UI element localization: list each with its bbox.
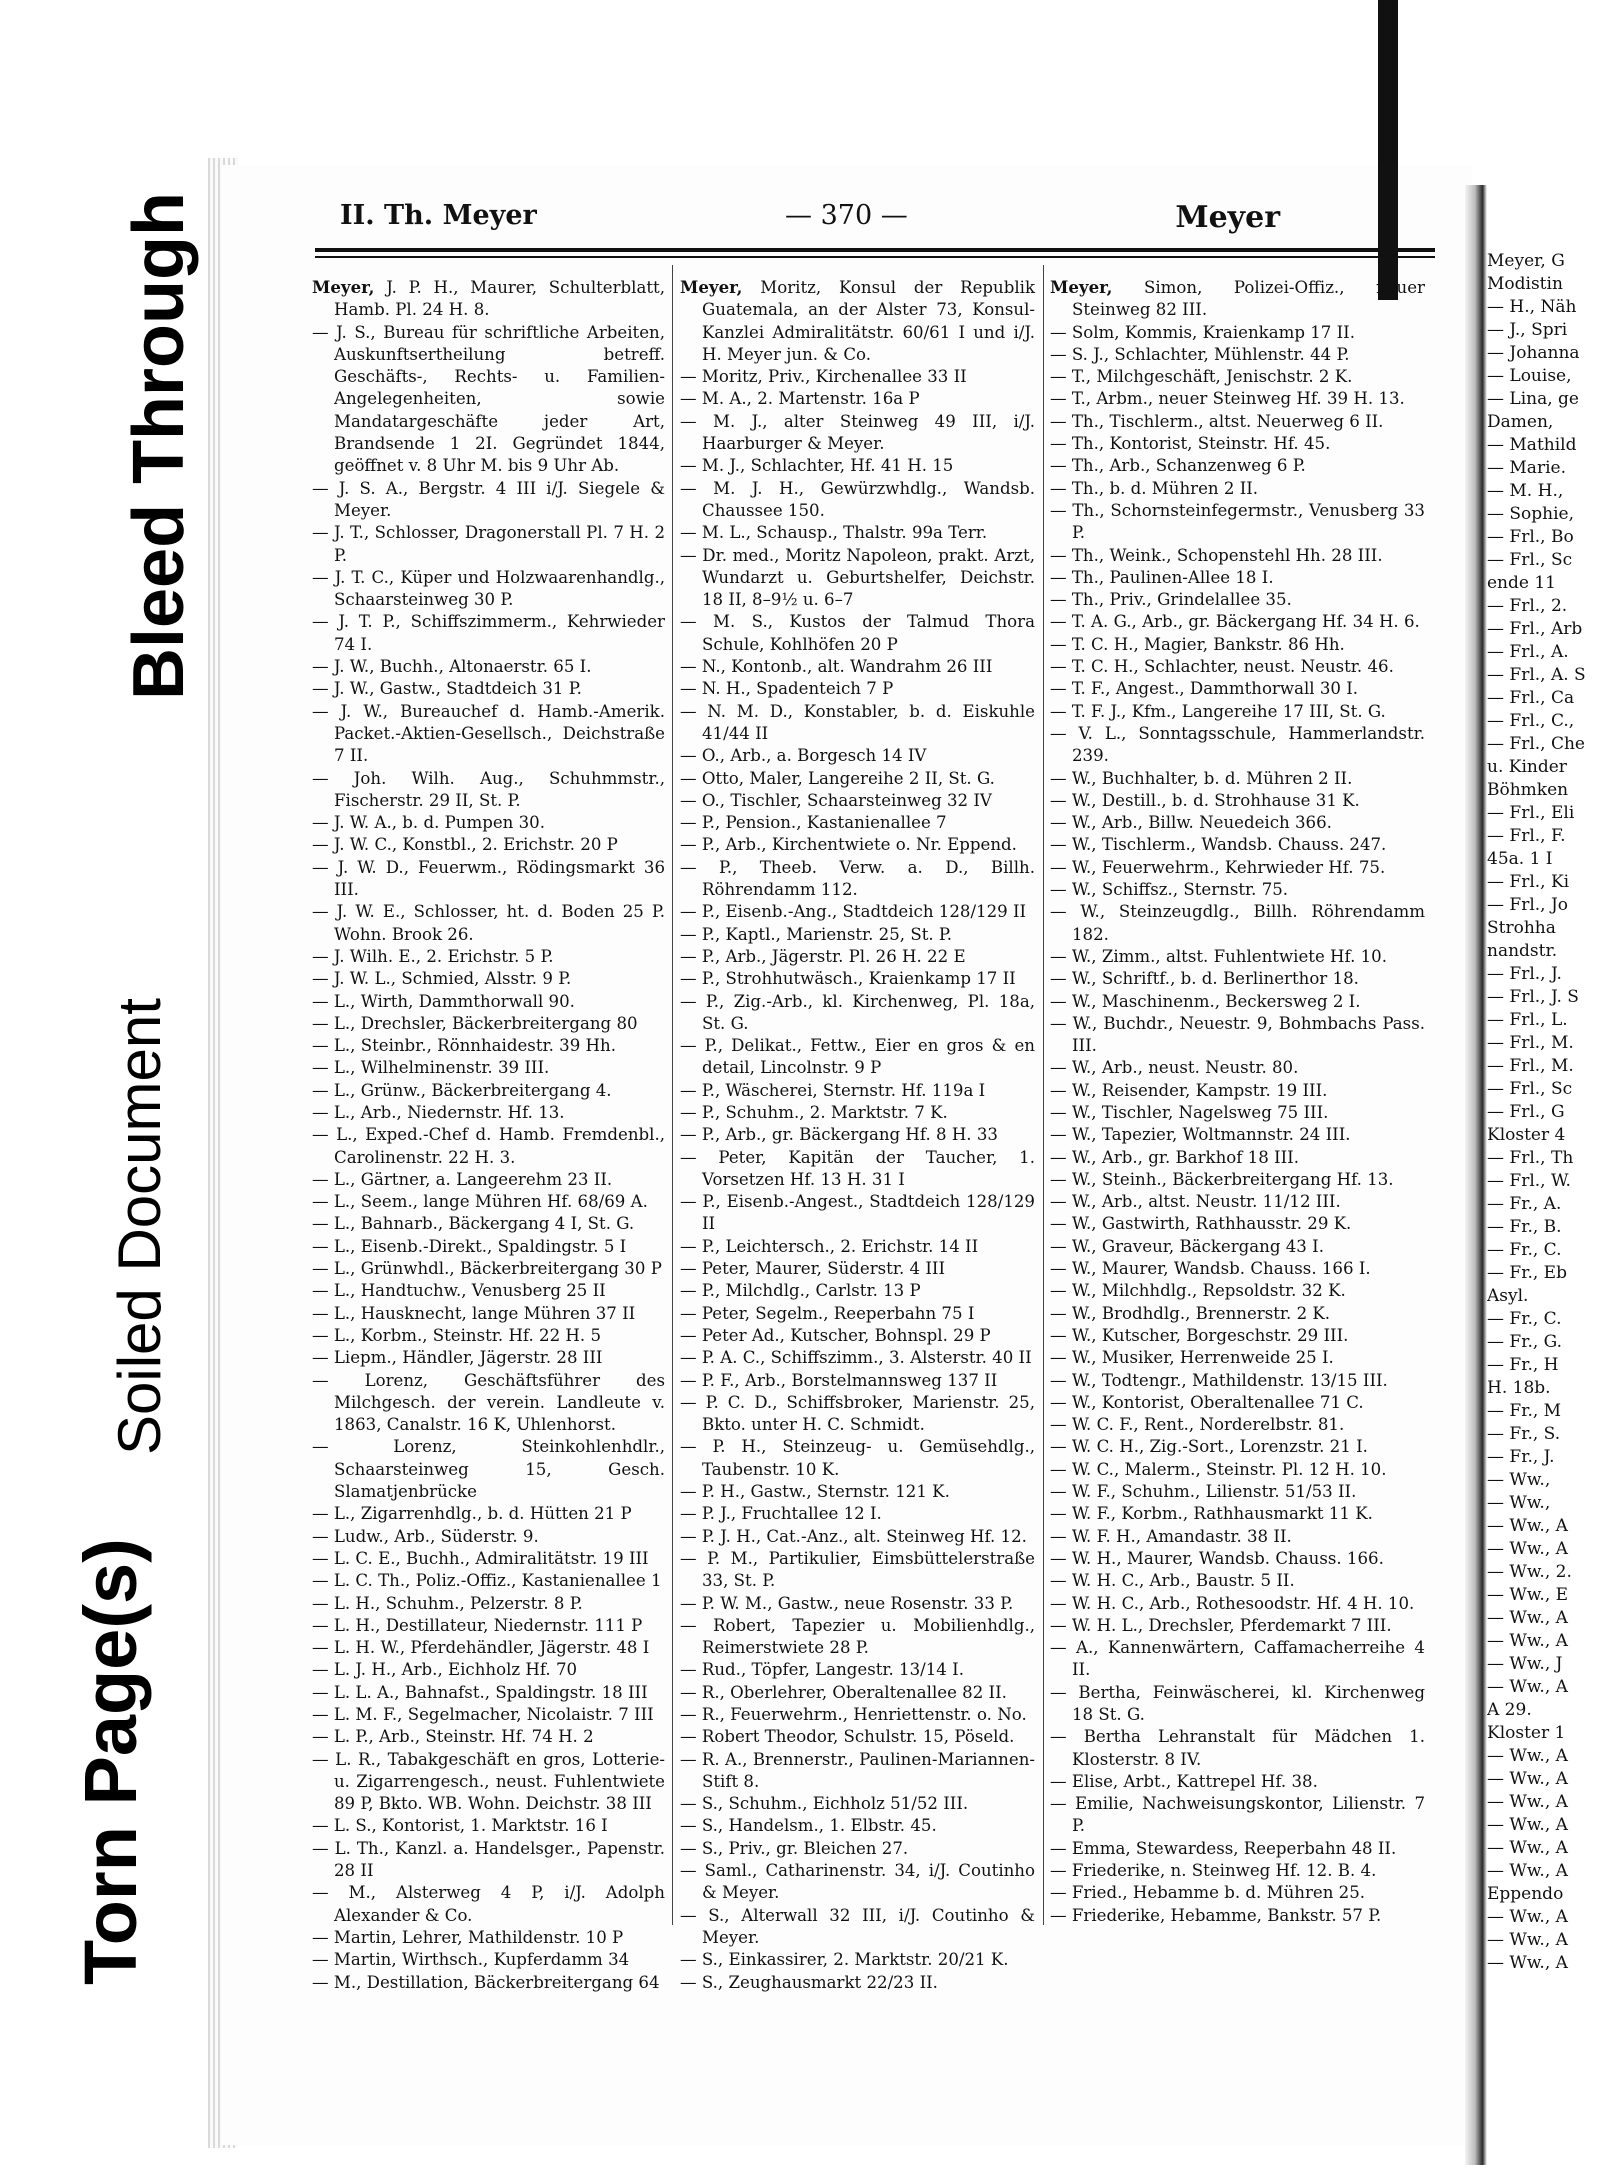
directory-entry: — W., Maschinenm., Beckersweg 2 I. (1050, 991, 1361, 1011)
next-page-line: — Fr., J. (1487, 1447, 1555, 1467)
directory-entry: — L., Drechsler, Bäckerbreitergang 80 (312, 1013, 638, 1033)
next-page-line: — Frl., F. (1487, 826, 1566, 846)
directory-entry: — Otto, Maler, Langereihe 2 II, St. G. (680, 768, 995, 788)
directory-entry: — M., Alsterweg 4 P, i/J. Adolph Alexander & Co. (312, 1883, 665, 1925)
next-page-line: Modistin (1487, 274, 1563, 294)
next-page-line: — Ww., A (1487, 1677, 1568, 1697)
directory-entry: — P., Schuhm., 2. Marktstr. 7 K. (680, 1102, 948, 1122)
directory-entry: — L., Eisenb.-Direkt., Spaldingstr. 5 I (312, 1236, 627, 1256)
next-page-line: Kloster 4 (1487, 1125, 1566, 1145)
next-page-line: — Ww., A (1487, 1930, 1568, 1950)
directory-entry: — T. C. H., Schlachter, neust. Neustr. 46. (1050, 657, 1394, 677)
next-page-line: — Ww., A (1487, 1953, 1568, 1973)
directory-entry: — P., Eisenb.-Angest., Stadtdeich 128/129 II (680, 1192, 1035, 1234)
next-page-line: — Mathild (1487, 435, 1577, 455)
directory-entry: — L. H., Schuhm., Pelzerstr. 8 P. (312, 1593, 583, 1613)
directory-entry: — L., Hausknecht, lange Mühren 37 II (312, 1303, 636, 1323)
directory-entry: — J. W., Gastw., Stadtdeich 31 P. (312, 679, 582, 699)
directory-entry: — W. H. C., Arb., Rothesoodstr. Hf. 4 H. 10. (1050, 1593, 1415, 1613)
next-page-line: — Frl., M. (1487, 1033, 1574, 1053)
directory-entry: — W., Buchdr., Neuestr. 9, Bohmbachs Pass. III. (1050, 1013, 1425, 1056)
next-page-line: — Louise, (1487, 366, 1572, 386)
directory-entry: — Ludw., Arb., Süderstr. 9. (312, 1526, 539, 1546)
directory-entry: — J. S. A., Bergstr. 4 III i/J. Siegele & Meyer. (312, 478, 665, 520)
directory-entry: — P. H., Steinzeug- u. Gemüsehdlg., Taubenstr. 10 K. (680, 1437, 1035, 1479)
directory-entry: — Th., b. d. Mühren 2 II. (1050, 478, 1259, 498)
directory-column-3 (1050, 276, 1425, 1927)
directory-entry: — J. W. L., Schmied, Alsstr. 9 P. (312, 969, 572, 989)
next-page-line: — Johanna (1487, 343, 1580, 363)
directory-entry: — Peter, Maurer, Süderstr. 4 III (680, 1259, 946, 1279)
next-page-line: — Ww., 2. (1487, 1562, 1572, 1582)
directory-entry: — L., Grünw., Bäckerbreitergang 4. (312, 1080, 612, 1100)
directory-entry: — S., Einkassirer, 2. Marktstr. 20/21 K. (680, 1950, 1009, 1970)
directory-entry: — Lorenz, Steinkohlenhdlr., Schaarsteinweg 15, Gesch. Slamatjenbrücke (312, 1437, 665, 1502)
directory-entry: — Lorenz, Geschäftsführer des Milchgesch. der verein. Landleute v. 1863, Canalstr. 16 K, Uhlenhorst. (312, 1370, 665, 1435)
directory-entry: — W. F. H., Amandastr. 38 II. (1050, 1526, 1292, 1546)
next-page-fragment (1487, 250, 1600, 1990)
next-page-line: — Ww., A (1487, 1608, 1568, 1628)
next-page-line: — Frl., L. (1487, 1010, 1568, 1030)
directory-entry: — Peter Ad., Kutscher, Bohnspl. 29 P (680, 1325, 991, 1345)
next-page-line: — Frl., C., (1487, 711, 1575, 731)
next-page-line: — Ww., A (1487, 1516, 1568, 1536)
directory-entry: — L., Steinbr., Rönnhaidestr. 39 Hh. (312, 1036, 616, 1056)
directory-entry: — Robert, Tapezier u. Mobilienhdlg., Reimerstwiete 28 P. (680, 1615, 1035, 1658)
next-page-line: — Fr., Eb (1487, 1263, 1567, 1283)
directory-entry: — W., Milchhdlg., Repsoldstr. 32 K. (1050, 1281, 1346, 1301)
directory-entry: — L. M. F., Segelmacher, Nicolaistr. 7 III (312, 1705, 654, 1724)
directory-entry: — P., Arb., gr. Bäckergang Hf. 8 H. 33 (680, 1125, 998, 1145)
next-page-line: — Frl., M. (1487, 1056, 1574, 1076)
directory-entry: — Liepm., Händler, Jägerstr. 28 III (312, 1348, 603, 1368)
directory-entry: — L. J. H., Arb., Eichholz Hf. 70 (312, 1660, 578, 1680)
next-page-line: — Frl., Bo (1487, 527, 1574, 547)
directory-entry: — J. S., Bureau für schriftliche Arbeiten, Auskunftsertheilung betreff. Geschäfts-, Rechts- u. Familien-Angelegenheiten, sowie Mandatargeschäfte jeder Art, Brandsende 1 2I. Gegründet 1844, geöffnet v. 8 Uhr M. bis 9 Uhr Ab. (312, 322, 665, 476)
directory-entry: — L. R., Tabakgeschäft en gros, Lotterie- u. Zigarrengesch., neust. Fuhlentwiete 89 P, Bkto. WB. Wohn. Deichstr. 38 III (312, 1749, 665, 1814)
directory-entry: — J. W. A., b. d. Pumpen 30. (312, 813, 546, 833)
page-number: — 370 — (785, 200, 908, 231)
next-page-line: — Ww., A (1487, 1631, 1568, 1651)
directory-entry: — P. M., Partikulier, Eimsbüttelerstraße 33, St. P. (680, 1548, 1035, 1591)
directory-entry: — R. A., Brennerstr., Paulinen-Mariannen-Stift 8. (680, 1749, 1035, 1791)
directory-entry: — W., Buchhalter, b. d. Mühren 2 II. (1050, 768, 1353, 788)
directory-entry: — O., Arb., a. Borgesch 14 IV (680, 746, 927, 766)
header-rule-thin (315, 256, 1435, 258)
directory-entry: — Th., Paulinen-Allee 18 I. (1050, 567, 1274, 587)
next-page-line: — Fr., B. (1487, 1217, 1562, 1237)
directory-entry: — J. W., Buchh., Altonaerstr. 65 I. (312, 657, 592, 677)
next-page-line: nandstr. (1487, 941, 1558, 961)
next-page-line: — Fr., M (1487, 1401, 1562, 1421)
directory-entry: — J. T. C., Küper und Holzwaarenhandlg., Schaarsteinweg 30 P. (312, 567, 665, 610)
directory-entry: — W., Tischlerm., Wandsb. Chauss. 247. (1050, 835, 1387, 855)
next-page-line: — J., Spri (1487, 320, 1568, 340)
next-page-line: Asyl. (1487, 1286, 1529, 1306)
directory-entry: — P., Theeb. Verw. a. D., Billh. Röhrendamm 112. (680, 857, 1035, 900)
directory-entry: — V. L., Sonntagsschule, Hammerlandstr. 239. (1050, 723, 1425, 766)
next-page-line: — Frl., Sc (1487, 550, 1573, 570)
next-page-line: Böhmken (1487, 780, 1569, 800)
next-page-line: — Frl., 2. (1487, 596, 1568, 616)
directory-entry: — W. F., Schuhm., Lilienstr. 51/53 II. (1050, 1482, 1357, 1502)
directory-entry: — N., Kontonb., alt. Wandrahm 26 III (680, 657, 993, 677)
directory-entry: — Elise, Arbt., Kattrepel Hf. 38. (1050, 1771, 1318, 1791)
page-header (340, 200, 1280, 240)
directory-entry: — L., Bahnarb., Bäckergang 4 I, St. G. (312, 1214, 635, 1234)
directory-entry: — W., Reisender, Kampstr. 19 III. (1050, 1080, 1328, 1100)
directory-entry: — Friederike, Hebamme, Bankstr. 57 P. (1050, 1905, 1382, 1925)
book-gutter (1465, 185, 1487, 2165)
directory-entry: — Emilie, Nachweisungskontor, Lilienstr. 7 P. (1050, 1794, 1425, 1836)
directory-entry: — Th., Schornsteinfegermstr., Venusberg 33 P. (1050, 500, 1425, 543)
directory-entry: — W., Steinzeugdlg., Billh. Röhrendamm 182. (1050, 902, 1425, 944)
directory-entry: — Dr. med., Moritz Napoleon, prakt. Arzt, Wundarzt u. Geburtshelfer, Deichstr. 18 II, 8–9½ u. 6–7 (680, 545, 1035, 610)
next-page-line: — Fr., C. (1487, 1240, 1562, 1260)
directory-entry: — L. C. Th., Poliz.-Offiz., Kastanienallee 1 (312, 1571, 662, 1591)
next-page-line: — Ww., A (1487, 1907, 1568, 1927)
directory-entry: — W., Gastwirth, Rathhausstr. 29 K. (1050, 1214, 1352, 1234)
directory-entry: — W. H. L., Drechsler, Pferdemarkt 7 III. (1050, 1615, 1392, 1635)
directory-entry: — Th., Arb., Schanzenweg 6 P. (1050, 456, 1306, 476)
directory-column-2 (680, 276, 1035, 1994)
next-page-line: — Ww., A (1487, 1769, 1568, 1789)
directory-entry: — S., Schuhm., Eichholz 51/52 III. (680, 1794, 969, 1814)
next-page-line: — Fr., C. (1487, 1309, 1562, 1329)
next-page-line: — H., Näh (1487, 297, 1577, 317)
next-page-line: — Ww., (1487, 1470, 1551, 1490)
directory-entry: — J. T. P., Schiffszimmerm., Kehrwieder 74 I. (312, 612, 665, 654)
torn-pages-label: Torn Page(s) (69, 1538, 152, 1985)
directory-entry: — Peter, Kapitän der Taucher, 1. Vorsetzen Hf. 13 H. 31 I (680, 1147, 1035, 1189)
directory-entry: — Bertha Lehranstalt für Mädchen 1. Klosterstr. 8 IV. (1050, 1727, 1425, 1769)
directory-entry: — W., Kontorist, Oberaltenallee 71 C. (1050, 1392, 1364, 1412)
directory-entry: — Bertha, Feinwäscherei, kl. Kirchenweg 18 St. G. (1050, 1682, 1425, 1724)
next-page-line: — Ww., A (1487, 1746, 1568, 1766)
directory-entry: — P. J. H., Cat.-Anz., alt. Steinweg Hf. 12. (680, 1526, 1027, 1546)
directory-entry: — M., Destillation, Bäckerbreitergang 64 (312, 1972, 660, 1992)
directory-entry: — Th., Kontorist, Steinstr. Hf. 45. (1050, 434, 1331, 454)
directory-entry: — P., Kaptl., Marienstr. 25, St. P. (680, 924, 953, 944)
directory-entry: — P., Zig.-Arb., kl. Kirchenweg, Pl. 18a, St. G. (680, 991, 1035, 1033)
next-page-line: 45a. 1 I (1487, 849, 1553, 869)
directory-entry: — W., Schriftf., b. d. Berlinerthor 18. (1050, 969, 1359, 989)
directory-entry: — L., Exped.-Chef d. Hamb. Fremdenbl., Carolinenstr. 22 H. 3. (312, 1125, 665, 1167)
next-page-line: — Ww., A (1487, 1792, 1568, 1812)
directory-entry: — Robert Theodor, Schulstr. 15, Pöseld. (680, 1727, 1015, 1747)
directory-entry: — P., Arb., Kirchentwiete o. Nr. Eppend. (680, 835, 1017, 855)
directory-entry: — L. Th., Kanzl. a. Handelsger., Papenstr. 28 II (312, 1838, 665, 1881)
directory-entry: — O., Tischler, Schaarsteinweg 32 IV (680, 790, 992, 810)
directory-entry: — Th., Tischlerm., altst. Neuerweg 6 II. (1050, 411, 1384, 431)
directory-entry: — L., Arb., Niedernstr. Hf. 13. (312, 1102, 565, 1122)
directory-entry: — W., Tapezier, Woltmannstr. 24 III. (1050, 1125, 1351, 1145)
directory-entry: — L. H., Destillateur, Niedernstr. 111 P (312, 1615, 643, 1635)
next-page-line: — Ww., E (1487, 1585, 1569, 1605)
next-page-line: — Marie. (1487, 458, 1566, 478)
next-page-line: u. Kinder (1487, 757, 1567, 777)
next-page-line: — Frl., Sc (1487, 1079, 1573, 1099)
directory-entry: — W. F., Korbm., Rathhausmarkt 11 K. (1050, 1504, 1373, 1524)
next-page-line: — Frl., J. S (1487, 987, 1579, 1007)
next-page-line: — Frl., Ca (1487, 688, 1575, 708)
next-page-line: — M. H., (1487, 481, 1564, 501)
soiled-document-label: Soiled Document (106, 998, 173, 1455)
annotation-labels (0, 0, 200, 2177)
directory-entry: — J. W. E., Schlosser, ht. d. Boden 25 P. Wohn. Brook 26. (312, 902, 665, 944)
directory-entry: — T. A. G., Arb., gr. Bäckergang Hf. 34 H. 6. (1050, 612, 1420, 632)
directory-entry: — S., Alterwall 32 III, i/J. Coutinho & Meyer. (680, 1905, 1035, 1947)
directory-entry: — Emma, Stewardess, Reeperbahn 48 II. (1050, 1838, 1397, 1858)
directory-entry: — W., Steinh., Bäckerbreitergang Hf. 13. (1050, 1169, 1394, 1189)
next-page-line: — Fr., A. (1487, 1194, 1562, 1214)
next-page-line: Meyer, G (1487, 251, 1565, 271)
next-page-line: Eppendo (1487, 1884, 1564, 1904)
directory-entry: — L., Grünwhdl., Bäckerbreitergang 30 P (312, 1259, 662, 1279)
directory-entry: — W., Zimm., altst. Fuhlentwiete Hf. 10. (1050, 946, 1388, 966)
header-right: Meyer (1175, 200, 1280, 235)
directory-entry: — W. H., Maurer, Wandsb. Chauss. 166. (1050, 1548, 1384, 1568)
next-page-line: — Frl., Eli (1487, 803, 1575, 823)
directory-entry: — M. J. H., Gewürzwhdlg., Wandsb. Chaussee 150. (680, 478, 1035, 520)
next-page-line: — Fr., H (1487, 1355, 1559, 1375)
directory-entry: — T. F., Angest., Dammthorwall 30 I. (1050, 679, 1359, 699)
directory-entry: — M. S., Kustos der Talmud Thora Schule, Kohlhöfen 20 P (680, 612, 1035, 654)
directory-entry: — W., Destill., b. d. Strohhause 31 K. (1050, 790, 1360, 810)
next-page-line: — Frl., J. (1487, 964, 1562, 984)
directory-entry: — P. C. D., Schiffsbroker, Marienstr. 25, Bkto. unter H. C. Schmidt. (680, 1392, 1035, 1435)
directory-entry: — M. J., Schlachter, Hf. 41 H. 15 (680, 456, 954, 476)
directory-entry: — P. H., Gastw., Sternstr. 121 K. (680, 1482, 950, 1502)
directory-entry: — L. S., Kontorist, 1. Marktstr. 16 I (312, 1816, 608, 1836)
directory-entry: — Fried., Hebamme b. d. Mühren 25. (1050, 1883, 1366, 1903)
directory-entry: — W., Graveur, Bäckergang 43 I. (1050, 1236, 1324, 1256)
directory-entry: — L., Seem., lange Mühren Hf. 68/69 A. (312, 1192, 648, 1212)
directory-entry: — W. H. C., Arb., Baustr. 5 II. (1050, 1571, 1295, 1591)
directory-entry: — A., Kannenwärtern, Caffamacherreihe 4 II. (1050, 1638, 1425, 1680)
directory-entry: — Rud., Töpfer, Langestr. 13/14 I. (680, 1660, 964, 1680)
directory-entry: — S., Handelsm., 1. Elbstr. 45. (680, 1816, 937, 1836)
directory-entry: — W., Feuerwehrm., Kehrwieder Hf. 75. (1050, 857, 1386, 877)
directory-entry: — L. P., Arb., Steinstr. Hf. 74 H. 2 (312, 1727, 594, 1747)
directory-entry: — P., Pension., Kastanienallee 7 (680, 813, 947, 833)
directory-entry: — P., Arb., Jägerstr. Pl. 26 H. 22 E (680, 946, 966, 966)
directory-entry: — W., Maurer, Wandsb. Chauss. 166 I. (1050, 1259, 1371, 1279)
directory-entry: — L. C. E., Buchh., Admiralitätstr. 19 III (312, 1548, 649, 1568)
directory-entry: — P. J., Fruchtallee 12 I. (680, 1504, 882, 1524)
directory-entry: — W., Todtengr., Mathildenstr. 13/15 III. (1050, 1370, 1388, 1390)
directory-entry: — W., Arb., gr. Barkhof 18 III. (1050, 1147, 1299, 1167)
directory-entry: — W. C. F., Rent., Norderelbstr. 81. (1050, 1415, 1345, 1435)
directory-entry: — T., Milchgeschäft, Jenischstr. 2 K. (1050, 367, 1353, 387)
directory-entry: — P., Wäscherei, Sternstr. Hf. 119a I (680, 1080, 986, 1100)
next-page-line: — Ww., A (1487, 1539, 1568, 1559)
next-page-line: — Fr., G. (1487, 1332, 1563, 1352)
next-page-line: — Frl., A. (1487, 642, 1569, 662)
directory-entry: — W. C., Malerm., Steinstr. Pl. 12 H. 10. (1050, 1459, 1387, 1479)
next-page-line: H. 18b. (1487, 1378, 1551, 1398)
directory-entry: — R., Oberlehrer, Oberaltenallee 82 II. (680, 1682, 1007, 1702)
directory-entry: — S., Zeughausmarkt 22/23 II. (680, 1972, 938, 1992)
directory-entry: — J. W. C., Konstbl., 2. Erichstr. 20 P (312, 835, 618, 855)
next-page-line: — Ww., A (1487, 1861, 1568, 1881)
directory-entry: — P., Eisenb.-Ang., Stadtdeich 128/129 II (680, 902, 1027, 922)
directory-entry: — W. C. H., Zig.-Sort., Lorenzstr. 21 I. (1050, 1437, 1368, 1457)
directory-entry: — T., Arbm., neuer Steinweg Hf. 39 H. 13. (1050, 389, 1405, 409)
directory-entry: — N. H., Spadenteich 7 P (680, 679, 894, 699)
next-page-line: — Frl., Arb (1487, 619, 1583, 639)
directory-entry: — Friederike, n. Steinweg Hf. 12. B. 4. (1050, 1861, 1377, 1881)
next-page-line: — Lina, ge (1487, 389, 1579, 409)
directory-entry: — L., Wilhelminenstr. 39 III. (312, 1058, 550, 1078)
directory-entry: — W., Tischler, Nagelsweg 75 III. (1050, 1102, 1329, 1122)
directory-entry: — W., Musiker, Herrenweide 25 I. (1050, 1348, 1334, 1368)
directory-entry: — W., Arb., neust. Neustr. 80. (1050, 1058, 1299, 1078)
directory-entry: — W., Schiffsz., Sternstr. 75. (1050, 880, 1289, 900)
directory-entry: Meyer, Simon, Polizei-Offiz., neuer Steinweg 82 III. (1050, 277, 1425, 320)
directory-entry: — L., Gärtner, a. Langeerehm 23 II. (312, 1169, 613, 1189)
directory-entry: — Saml., Catharinenstr. 34, i/J. Coutinho & Meyer. (680, 1861, 1035, 1903)
column-divider (1043, 265, 1044, 1925)
directory-entry: — P. W. M., Gastw., neue Rosenstr. 33 P. (680, 1593, 1014, 1613)
directory-entry: — J. Wilh. E., 2. Erichstr. 5 P. (312, 946, 554, 966)
directory-entry: — M. L., Schausp., Thalstr. 99a Terr. (680, 523, 988, 543)
directory-entry: — Moritz, Priv., Kirchenallee 33 II (680, 367, 967, 387)
next-page-line: — Ww., A (1487, 1815, 1568, 1835)
directory-entry: — T. C. H., Magier, Bankstr. 86 Hh. (1050, 634, 1345, 654)
next-page-line: — Frl., W. (1487, 1171, 1571, 1191)
directory-entry: — R., Feuerwehrm., Henriettenstr. o. No. (680, 1705, 1027, 1724)
next-page-line: — Ww., (1487, 1493, 1551, 1513)
directory-entry: — P., Milchdlg., Carlstr. 13 P (680, 1281, 921, 1301)
directory-entry: Meyer, J. P. H., Maurer, Schulterblatt, Hamb. Pl. 24 H. 8. (312, 277, 665, 320)
bleed-through-label: Bleed Through (119, 192, 199, 700)
next-page-line: — Frl., Che (1487, 734, 1585, 754)
directory-entry: — Peter, Segelm., Reeperbahn 75 I (680, 1303, 975, 1323)
directory-entry: — L. H. W., Pferdehändler, Jägerstr. 48 I (312, 1638, 650, 1658)
directory-entry: — P., Delikat., Fettw., Eier en gros & en detail, Lincolnstr. 9 P (680, 1036, 1035, 1078)
header-left: II. Th. Meyer (340, 200, 537, 231)
directory-entry: — Solm, Kommis, Kraienkamp 17 II. (1050, 322, 1355, 342)
directory-entry: — N. M. D., Konstabler, b. d. Eiskuhle 41/44 II (680, 701, 1035, 743)
next-page-line: — Frl., Th (1487, 1148, 1574, 1168)
next-page-line: Damen, (1487, 412, 1554, 432)
directory-entry: — Joh. Wilh. Aug., Schuhmmstr., Fischerstr. 29 II, St. P. (312, 768, 665, 810)
directory-entry: — Martin, Lehrer, Mathildenstr. 10 P (312, 1927, 624, 1947)
column-divider (672, 265, 673, 1925)
directory-entry: — J. W. D., Feuerwm., Rödingsmarkt 36 III. (312, 857, 665, 900)
next-page-line: — Sophie, (1487, 504, 1575, 524)
next-page-line: Kloster 1 (1487, 1723, 1566, 1743)
directory-entry: — M. A., 2. Martenstr. 16a P (680, 389, 920, 409)
next-page-line: ende 11 (1487, 573, 1556, 593)
directory-entry: — M. J., alter Steinweg 49 III, i/J. Haarburger & Meyer. (680, 411, 1035, 454)
next-page-line: — Ww., J (1487, 1654, 1563, 1674)
next-page-line: — Fr., S. (1487, 1424, 1561, 1444)
next-page-line: — Frl., G (1487, 1102, 1565, 1122)
next-page-line: — Frl., A. S (1487, 665, 1586, 685)
next-page-line: — Frl., Ki (1487, 872, 1570, 892)
directory-entry: — W., Kutscher, Borgeschstr. 29 III. (1050, 1325, 1349, 1345)
directory-entry: — P., Strohhutwäsch., Kraienkamp 17 II (680, 969, 1016, 989)
directory-entry: — S. J., Schlachter, Mühlenstr. 44 P. (1050, 344, 1350, 364)
directory-entry: — W., Brodhdlg., Brennerstr. 2 K. (1050, 1303, 1331, 1323)
next-page-line: — Ww., A (1487, 1838, 1568, 1858)
next-page-line: Strohha (1487, 918, 1556, 938)
directory-entry: — W., Arb., altst. Neustr. 11/12 III. (1050, 1192, 1341, 1212)
directory-entry: — P. F., Arb., Borstelmannsweg 137 II (680, 1370, 998, 1390)
directory-entry: — L., Korbm., Steinstr. Hf. 22 H. 5 (312, 1325, 601, 1345)
directory-entry: — L., Zigarrenhdlg., b. d. Hütten 21 P (312, 1504, 632, 1524)
directory-entry: — S., Priv., gr. Bleichen 27. (680, 1838, 909, 1858)
directory-entry: — L., Wirth, Dammthorwall 90. (312, 991, 575, 1011)
directory-column-1 (312, 276, 665, 1994)
directory-entry: — J. T., Schlosser, Dragonerstall Pl. 7 H. 2 P. (312, 523, 665, 565)
directory-entry: — L. L. A., Bahnafst., Spaldingstr. 18 III (312, 1682, 648, 1702)
directory-entry: — P. A. C., Schiffszimm., 3. Alsterstr. 40 II (680, 1348, 1032, 1368)
scan-dark-band (1378, 0, 1398, 300)
directory-entry: — T. F. J., Kfm., Langereihe 17 III, St. G. (1050, 701, 1386, 721)
directory-entry: — Martin, Wirthsch., Kupferdamm 34 (312, 1950, 630, 1970)
directory-entry: — L., Handtuchw., Venusberg 25 II (312, 1281, 606, 1301)
directory-entry: — W., Arb., Billw. Neuedeich 366. (1050, 813, 1332, 833)
directory-entry: — Th., Weink., Schopenstehl Hh. 28 III. (1050, 545, 1383, 565)
directory-entry: Meyer, Moritz, Konsul der Republik Guatemala, an der Alster 73, Konsul-Kanzlei Admiralitätstr. 60/61 I und i/J. H. Meyer jun. & Co. (680, 277, 1035, 364)
directory-entry: — Th., Priv., Grindelallee 35. (1050, 590, 1292, 610)
next-page-line: — Frl., Jo (1487, 895, 1569, 915)
next-page-line: A 29. (1487, 1700, 1532, 1720)
directory-entry: — P., Leichtersch., 2. Erichstr. 14 II (680, 1236, 979, 1256)
directory-entry: — J. W., Bureauchef d. Hamb.-Amerik. Packet.-Aktien-Gesellsch., Deichstraße 7 II. (312, 701, 665, 766)
header-rule (315, 248, 1435, 252)
